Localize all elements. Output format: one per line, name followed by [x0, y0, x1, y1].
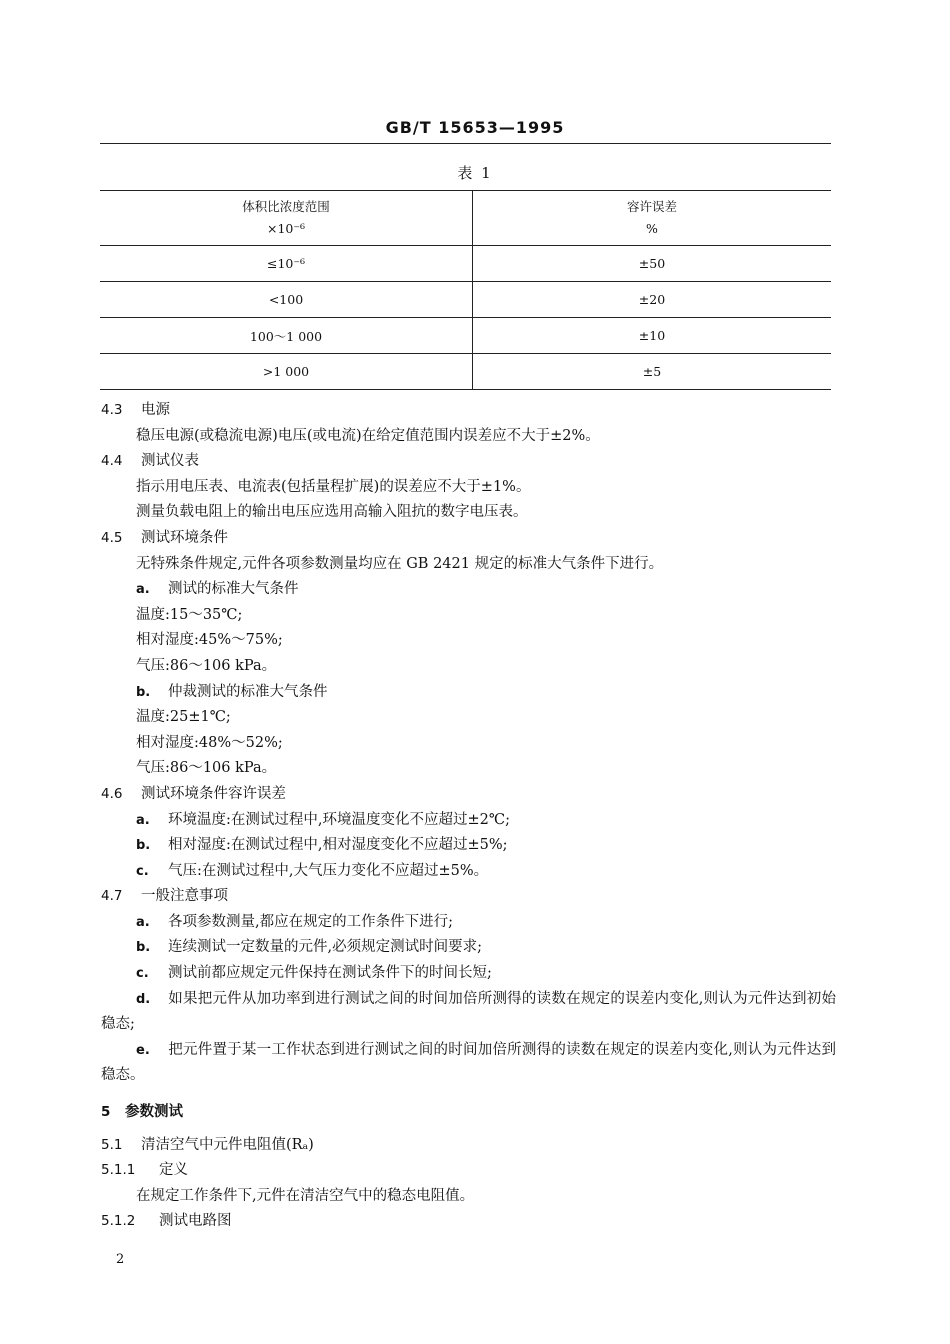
table-cell: ±5: [473, 354, 832, 390]
section-4-4-heading: 4.4 测试仪表: [101, 453, 199, 470]
table-cell: ≤10⁻⁶: [100, 246, 473, 282]
paragraph: 相对湿度:48%～52%;: [136, 734, 283, 751]
tolerance-table: [100, 190, 831, 390]
header-concentration: 体积比浓度范围 ×10⁻⁶: [100, 191, 473, 246]
section-5-heading: 5 参数测试: [101, 1103, 183, 1121]
list-item: a. 各项参数测量,都应在规定的工作条件下进行;: [136, 913, 453, 930]
section-4-3-heading: 4.3 电源: [101, 402, 170, 418]
table-caption: 表 1: [457, 164, 493, 182]
table-row: [100, 282, 831, 318]
paragraph: 气压:86～106 kPa。: [136, 657, 277, 674]
list-item: b. 相对湿度:在测试过程中,相对湿度变化不应超过±5%;: [136, 837, 508, 854]
section-5-1-1-heading: 5.1.1 定义: [101, 1162, 188, 1179]
header-rule: [100, 143, 831, 144]
paragraph: 在规定工作条件下,元件在清洁空气中的稳态电阻值。: [136, 1187, 475, 1204]
list-item: b. 连续测试一定数量的元件,必须规定测试时间要求;: [136, 939, 482, 956]
list-item: d. 如果把元件从加功率到进行测试之间的时间加倍所测得的读数在规定的误差内变化,则认为元件达到初始稳态;: [101, 990, 836, 1033]
section-5-1-2-heading: 5.1.2 测试电路图: [101, 1213, 232, 1230]
section-5-1-heading: 5.1 清洁空气中元件电阻值(Rₐ): [101, 1136, 314, 1153]
section-4-5-heading: 4.5 测试环境条件: [101, 529, 228, 546]
section-4-6-heading: 4.6 测试环境条件容许误差: [101, 785, 286, 802]
section-4-7-heading: 4.7 一般注意事项: [101, 888, 228, 905]
list-item: b. 仲裁测试的标准大气条件: [136, 683, 328, 700]
table-row: [100, 246, 831, 282]
table-cell: <100: [100, 282, 473, 318]
paragraph: 无特殊条件规定,元件各项参数测量均应在 GB 2421 规定的标准大气条件下进行。: [136, 555, 664, 572]
table-cell: >1 000: [100, 354, 473, 390]
list-item: c. 气压:在测试过程中,大气压力变化不应超过±5%。: [136, 862, 489, 879]
paragraph: 温度:25±1℃;: [136, 709, 231, 726]
table-header-row: [100, 191, 831, 246]
table-row: [100, 354, 831, 390]
table-cell: 100～1 000: [100, 318, 473, 354]
paragraph: 气压:86～106 kPa。: [136, 760, 277, 777]
paragraph: 指示用电压表、电流表(包括量程扩展)的误差应不大于±1%。: [136, 478, 531, 495]
list-item: c. 测试前都应规定元件保持在测试条件下的时间长短;: [136, 965, 492, 982]
list-item: a. 环境温度:在测试过程中,环境温度变化不应超过±2℃;: [136, 811, 510, 828]
paragraph: 温度:15～35℃;: [136, 606, 243, 623]
document-body: [101, 398, 836, 1235]
section-4-3-text: 稳压电源(或稳流电源)电压(或电流)在给定值范围内误差应不大于±2%。: [136, 427, 600, 444]
paragraph: 相对湿度:45%～75%;: [136, 632, 283, 649]
header-tolerance: 容许误差 %: [473, 191, 832, 246]
paragraph: 测量负载电阻上的输出电压应选用高输入阻抗的数字电压表。: [136, 504, 528, 521]
table-cell: ±10: [473, 318, 832, 354]
list-item: e. 把元件置于某一工作状态到进行测试之间的时间加倍所测得的读数在规定的误差内变化,则认为元件达到稳态。: [101, 1041, 836, 1084]
table-cell: ±20: [473, 282, 832, 318]
list-item: a. 测试的标准大气条件: [136, 581, 299, 598]
table-cell: ±50: [473, 246, 832, 282]
table-row: [100, 318, 831, 354]
page-number: 2: [116, 1252, 125, 1267]
standard-code-header: GB/T 15653—1995: [385, 118, 565, 137]
